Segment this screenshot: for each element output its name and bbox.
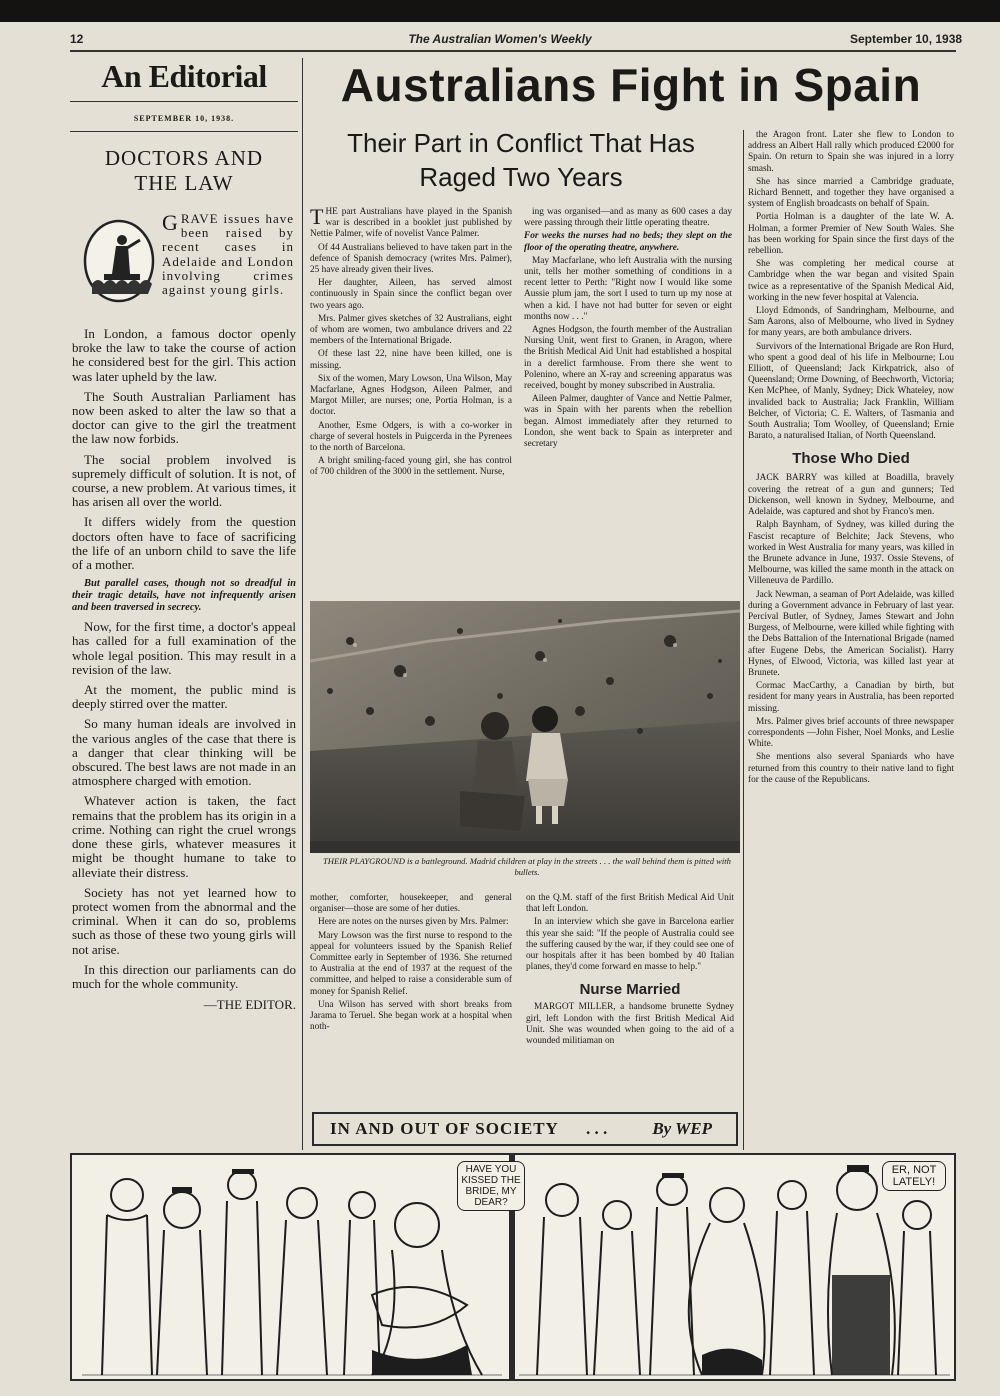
society-dots: . . .	[586, 1119, 608, 1138]
article-subhead-line2: Raged Two Years	[419, 162, 623, 192]
article-paragraph: Ralph Baynham, of Sydney, was killed during the Fascist recapture of Belchite; Jack Stevens, who worked in West Australia for many years, was killed in the Brunete advance in June, 1937. Ossie Stevens, of Melbourne, was killed the same month in the attack on Villeneuva de Pardillo.	[748, 520, 954, 587]
madrid-children-photo	[310, 601, 740, 853]
editorial-italic-paragraph: But parallel cases, though not so dreadful in their tragic details, have not infrequently arisen and been traversed in secrecy.	[72, 578, 296, 614]
editorial-paragraph: Whatever action is taken, the fact remains that the problem has its origin in a crime. Nothing can right the cruel wrongs done these girls, whatever measures it might be thought humane to take to alleviate their distress.	[72, 793, 296, 880]
article-paragraph: She mentions also several Spaniards who have returned from this country to their native land to fight for the cause of the Republicans.	[748, 752, 954, 785]
society-banner	[312, 1112, 738, 1146]
article-paragraph: Of these last 22, nine have been killed, one is missing.	[310, 349, 512, 371]
article-paragraph: Survivors of the International Brigade are Ron Hurd, who spent a good deal of his life in Melbourne; Lou Elliott, of Queensland; Jack Kirkpatrick, also of Queensland; Orme Downing, of Beechworth, Victoria; Ken McPhee, of Manly, Sydney; Dick Whateley, now invalided back to Australia; Jack Franklin, William Belcher, of Victoria; C. E. Walters, of Tasmania and South Australia; Tom Woolley, of Queensland; Ernie Barato, a naturalised Italian, of North Queensland.	[748, 341, 954, 442]
article-lower-column-1	[310, 893, 512, 1105]
editorial-paragraph: It differs widely from the question doctors often have to face of sacrificing the life of an unborn child to save the life of a mother.	[72, 514, 296, 573]
article-paragraph: MARGOT MILLER, a handsome brunette Sydney girl, left London with the first British Medical Aid Unit. She was wounded when going to the aid of a wounded militiaman on	[526, 1002, 734, 1047]
article-paragraph: on the Q.M. staff of the first British Medical Aid Unit that left London.	[526, 893, 734, 915]
page-number: 12	[70, 32, 84, 46]
editorial-paragraph: The social problem involved is supremely difficult of solution. It is not, of course, a new problem. At various times, it has arisen all over the world.	[72, 451, 296, 510]
article-paragraph: Mary Lowson was the first nurse to respond to the appeal for volunteers issued by the Spanish Relief Committee early in September of 1936. She returned to Australia at the end of 1937 at the request of the committee, and helped to raise a considerable sum of money for Spanish Relief.	[310, 930, 512, 997]
issue-date: September 10, 1938	[850, 32, 963, 46]
editorial-paragraph: At the moment, the public mind is deeply stirred over the matter.	[72, 682, 296, 712]
article-paragraph: A bright smiling-faced young girl, she has control of 700 children of the 3000 in the settlement. Nurse,	[310, 456, 512, 478]
article-paragraph: Here are notes on the nurses given by Mrs. Palmer:	[318, 917, 509, 928]
article-paragraph: Another, Esme Odgers, is with a co-worker in charge of several hostels in Puigcerda in the Pyrenees to the north of Barcelona.	[310, 420, 512, 454]
article-paragraph: mother, comforter, housekeeper, and general organiser—those are some of her duties.	[310, 893, 512, 915]
photo-caption: THEIR PLAYGROUND is a battleground. Madrid children at play in the streets . . . the wall behind them is pitted with bullets.	[323, 856, 731, 877]
article-dropcap: T	[310, 207, 324, 229]
article-paragraph: She was completing her medical course at Cambridge when the war began and visited Spain twice as a representative of the Spanish Medical Aid, working in the new fever hospital at Valencia.	[748, 259, 954, 303]
article-headline: Australians Fight in Spain	[340, 59, 922, 111]
speech-bubble-right: ER, NOT LATELY!	[882, 1161, 946, 1191]
editorial-paragraph: In this direction our parliaments can do much for the whole community.	[72, 961, 296, 991]
article-paragraph: Of 44 Australians believed to have taken part in the defence of Spanish democracy (writes Mrs. Palmer), 25 have already given their lives.	[310, 242, 512, 276]
article-paragraph: Mrs. Palmer gives brief accounts of three newspaper correspondents —John Fisher, Noel Monks, and Leslie White.	[748, 716, 954, 750]
editorial-title-line1: DOCTORS AND	[104, 146, 264, 170]
editorial-paragraph: So many human ideals are involved in the various angles of the case that there is a danger that clear thinking will be obscured. The best laws are not made in an atmosphere charged with emotion.	[72, 716, 296, 789]
article-subhead	[306, 126, 736, 194]
those-who-died-heading: Those Who Died	[792, 450, 910, 468]
editorial-paragraph: Society has not yet learned how to protect women from the abnormal and the criminal. When it can do so, problems such as those of these two young girls will not arise.	[72, 884, 296, 957]
article-paragraph: Portia Holman is a daughter of the late W. A. Holman, a former Premier of New South Wales. She has been working for Spain since the first days of the rebellion.	[748, 212, 954, 257]
photo-image	[310, 601, 740, 853]
column-rule	[302, 58, 303, 1150]
editorial-paragraph: In London, a famous doctor openly broke the law to take the course of action he considered best for the girl. This action was later upheld by the law.	[72, 326, 296, 384]
editorial-lead-block	[72, 212, 296, 327]
article-lead-paragraph	[310, 207, 512, 241]
article-emphasis-paragraph: For weeks the nurses had no beds; they slept on the floor of the operating theatre, anywhere.	[524, 231, 732, 253]
scan-top-border	[0, 0, 1000, 22]
society-cartoon-strip	[70, 1153, 956, 1381]
article-subhead-line1: Their Part in Conflict That Has	[347, 128, 695, 158]
editorial-title-line2: THE LAW	[134, 171, 234, 195]
editorial-dropcap: G	[162, 210, 179, 235]
column-rule	[743, 130, 744, 1150]
society-byline: By WEP	[652, 1119, 712, 1138]
header-rule	[70, 50, 956, 52]
editorial-lead: RAVE issues have been raised by recent cases in Adelaide and London involving crimes against young girls.	[162, 211, 294, 298]
editorial-title	[70, 146, 298, 196]
editorial-body	[70, 212, 298, 1013]
article-paragraph: Mrs. Palmer gives sketches of 32 Australians, eight of whom are women, two ambulance drivers and 22 members of the International Brigade.	[310, 313, 512, 347]
editorial-paragraph: Now, for the first time, a doctor's appeal has called for a full examination of the whole legal position. This may result in a revision of the law.	[72, 619, 296, 677]
speaker-emblem-icon	[82, 218, 156, 304]
article-paragraph: Una Wilson has served with short breaks from Jarama to Teruel. She began work at a hospital when noth-	[310, 999, 512, 1033]
article-paragraph: May Macfarlane, who left Australia with the nursing unit, tells her mother something of conditions in a recent letter to Perth: "Right now I would like some Aussie plum jam, the sort I used to turn up my nose at when a kid. I have not had butter for seven or eight months now . . ."	[524, 255, 732, 322]
editorial-signature: —THE EDITOR.	[203, 997, 296, 1013]
article-paragraph: Cormac MacCarthy, a Canadian by birth, but resident for many years in Australia, has been reported missing.	[748, 681, 954, 714]
article-column-2	[524, 207, 732, 597]
article-paragraph: JACK BARRY was killed at Boadilla, bravely covering the retreat of a gun and gunners; Ted Dickenson, well known in Sydney, Melbourne, and Adelaide, was captured and shot by Franco's men.	[748, 473, 954, 518]
article-paragraph: ing was organised—and as many as 600 cases a day were passing through their little operating theatre.	[524, 207, 732, 229]
article-paragraph: She has since married a Cambridge graduate, Richard Bennett, and together they have organised a system of English broadcasts on behalf of Spain.	[748, 176, 954, 210]
article-column-3	[748, 130, 954, 1150]
editorial-column	[70, 58, 298, 1153]
article-paragraph: Lloyd Edmonds, of Sandringham, Melbourne, and Sam Aarons, also of Melbourne, who lived in Sydney for many years, are both ambulance drivers.	[748, 306, 954, 339]
article-lower-column-2	[526, 893, 734, 1105]
speech-bubble-left: HAVE YOU KISSED THE BRIDE, MY DEAR?	[457, 1161, 525, 1211]
article-paragraph: Agnes Hodgson, the fourth member of the Australian Nursing Unit, went first to Granen, in Aragon, where the British Medical Aid Unit had established a hospital in a derelict farmhouse. From there she went to Polenino, where an X-ray and screening apparatus was received, bought by money subscribed in Australia.	[524, 325, 732, 392]
editorial-paragraph: The South Australian Parliament has now been asked to alter the law so that a doctor can give to the girl the treatment the law now forbids.	[72, 388, 296, 447]
article-paragraph: Aileen Palmer, daughter of Vance and Nettie Palmer, was in Spain with her parents when the rebellion began. Almost immediately after they returned to London, she went back to Spain as interpreter and secretary	[524, 394, 732, 450]
article-paragraph: Her daughter, Aileen, has served almost continuously in Spain since the conflict began over two years ago.	[310, 278, 512, 311]
nurse-married-heading: Nurse Married	[579, 981, 681, 999]
article-paragraph: Six of the women, Mary Lowson, Una Wilson, May Macfarlane, Agnes Hodgson, Aileen Palmer, and Margot Miller, are nurses; one, Portia Holman, is a doctor.	[310, 373, 512, 418]
article-paragraph: Jack Newman, a seaman of Port Adelaide, was killed during a Government advance in February of last year. Percival Butler, of Sydney, James Stewart and John Burgess, of Melbourne, were killed while fighting with the Debs Battalion of the International Brigade (named after Eugene Debs, the American Socialist). Harry Hynes, of Elwood, Victoria, was killed last year at Brunete.	[748, 589, 954, 678]
editorial-dateline: SEPTEMBER 10, 1938.	[133, 114, 235, 123]
article-paragraph: In an interview which she gave in Barcelona earlier this year she said: "If the people of Australia could see the suffering caused by the war, if they could see one of our hospitals after it has been bombed by 40 Italian planes, they'd come forward en masse to help."	[526, 917, 734, 973]
society-title: IN AND OUT OF SOCIETY	[330, 1119, 559, 1138]
article-lead-text: HE part Australians have played in the Spanish war is described in a booklet just published by Nettie Palmer, wife of novelist Vance Palmer.	[310, 207, 512, 240]
publication-name: The Australian Women's Weekly	[408, 32, 592, 46]
article-paragraph: the Aragon front. Later she flew to London to address an Albert Hall rally which produced £2000 for Spain. On return to Spain she was injured in a lorry smash.	[748, 130, 954, 174]
article-column-1	[310, 207, 512, 597]
editorial-label: An Editorial	[101, 58, 267, 94]
